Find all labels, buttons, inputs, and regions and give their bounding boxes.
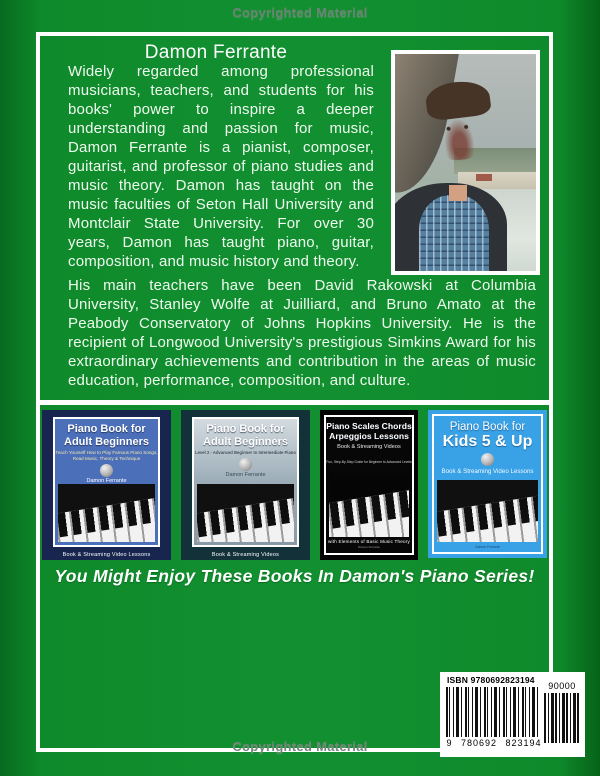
book3-subtitle: Book & Streaming Videos bbox=[337, 443, 401, 450]
streaming-video-badge-icon bbox=[239, 458, 252, 471]
piano-keys-graphic bbox=[197, 484, 294, 542]
section-divider bbox=[40, 400, 549, 405]
book2-title: Piano Book for Adult Beginners bbox=[203, 423, 288, 448]
barcode-price-code: 90000 bbox=[548, 681, 576, 691]
book4-subtitle: Book & Streaming Video Lessons bbox=[441, 468, 534, 475]
book3-author: Damon Ferrante bbox=[358, 545, 380, 549]
book1-title: Piano Book for Adult Beginners bbox=[64, 423, 149, 448]
book2-cover bbox=[192, 417, 299, 547]
barcode-bars-main bbox=[446, 687, 539, 737]
copyright-notice-bottom: Copyrighted Material bbox=[232, 739, 368, 754]
book4-title-line2: Kids 5 & Up bbox=[442, 433, 533, 450]
streaming-video-badge-icon bbox=[481, 453, 494, 466]
book4-title-line1: Piano Book for bbox=[449, 421, 526, 433]
book3-title-line2: Arpeggios Lessons bbox=[329, 430, 409, 441]
book1-cover bbox=[53, 417, 160, 547]
book-thumbnail-adult-beginners-2 bbox=[181, 410, 310, 560]
author-plaid-shirt-graphic bbox=[419, 195, 489, 273]
piano-keys-graphic bbox=[58, 484, 155, 542]
streaming-video-badge-icon bbox=[100, 464, 113, 477]
book-thumbnail-scales-chords bbox=[320, 410, 418, 560]
book1-author: Damon Ferrante bbox=[86, 477, 127, 484]
back-cover-frame bbox=[36, 32, 553, 752]
series-tagline: You Might Enjoy These Books In Damon's Piano Series! bbox=[54, 566, 535, 586]
book3-footer: with Elements of Basic Music Theory bbox=[328, 539, 410, 544]
book-thumbnail-kids bbox=[428, 410, 547, 558]
book4-author: Damon Ferrante bbox=[475, 545, 500, 549]
bio-paragraph-1: Widely regarded among professional musicians, teachers, and students for his books' power to inspire a deeper understanding and passion for music, Damon Ferrante is a pianist, composer, guitarist, and professor of piano studies and music theory. Damon has taught on the music faculties of Seton Hall University and Montclair State University. For over 30 years, Damon has taught piano, guitar, composition, and music history and theory. bbox=[68, 63, 374, 270]
bio-paragraph-2: His main teachers have been David Rakowski at Columbia University, Stanley Wolfe at Juilliard, and Bruno Amato at the Peabody Conservatory of Johns Hopkins University. He is the recipient of Longwood University's prestigious Simkins Award for his extraordinary achievements and contribution in the areas of music education, performance, composition, and culture. bbox=[68, 277, 536, 389]
book-series-row bbox=[42, 410, 547, 560]
book3-cover bbox=[324, 415, 414, 555]
author-neck-graphic bbox=[449, 185, 467, 201]
book1-footer: Book & Streaming Video Lessons bbox=[62, 552, 151, 558]
book3-title-line1: Piano Scales Chords bbox=[326, 421, 412, 431]
barcode-bars-small bbox=[544, 693, 580, 743]
author-name-heading: Damon Ferrante bbox=[144, 42, 288, 63]
book4-cover bbox=[432, 414, 543, 554]
book-thumbnail-adult-beginners-1 bbox=[42, 410, 171, 560]
author-photo bbox=[391, 50, 540, 275]
barcode-digits: 9 780692 823194 bbox=[446, 738, 542, 748]
copyright-notice-top: Copyrighted Material bbox=[232, 5, 368, 20]
book1-subtitle: Teach Yourself How to Play Famous Piano Songs, Read Music, Theory & Technique bbox=[55, 450, 158, 462]
isbn-label: ISBN 9780692823194 bbox=[447, 675, 535, 685]
book3-note: Fun, Step-By-Step Guide for Beginner to Advanced Levels bbox=[326, 459, 412, 464]
book2-author: Damon Ferrante bbox=[225, 471, 266, 478]
piano-keys-graphic bbox=[329, 473, 409, 537]
barcode-price-column bbox=[543, 681, 581, 743]
piano-keys-graphic bbox=[437, 480, 538, 542]
book2-footer: Book & Streaming Videos bbox=[211, 552, 280, 558]
book2-subtitle: Level 2 - Advanced Beginner to Intermediate Piano bbox=[195, 450, 296, 456]
